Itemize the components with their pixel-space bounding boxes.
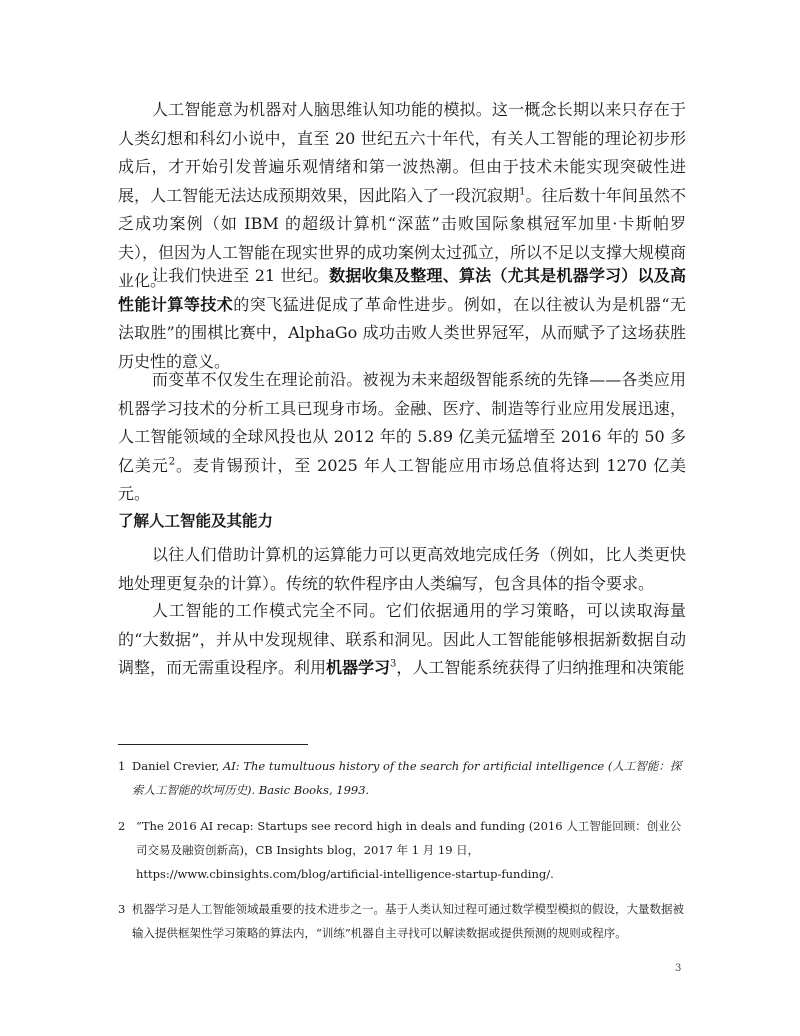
- paragraph-text-tail: ，人工智能系统获得了归纳推理和决策能: [396, 658, 685, 677]
- paragraph-text: 人工智能意为机器对人脑思维认知功能的模拟。这一概念长期以来只存在于人类幻想和科幻小说中，直至 20 世纪五六十年代，有关人工智能的理论初步形成后，才开始引发普遍乐观情绪和第一波热潮。但由于技术未能实现突破性进展，人工智能无法达成预期效果，因此陷入了一段沉寂期: [118, 100, 686, 205]
- bold-technologies: 数据收集及整理、算法（尤其是机器学习）以及高性能计算等技术: [118, 266, 686, 314]
- footnote-number: 2: [118, 819, 126, 833]
- paragraph-text-tail: 。麦肯锡预计，至 2025 年人工智能应用市场总值将达到 1270 亿美元。: [118, 455, 686, 503]
- footnote-ref-3[interactable]: 3: [390, 658, 397, 670]
- footnote-body: “The 2016 AI recap: Startups see record high in deals and funding (2016 人工智能回顾：创业公司交易及融资创新高)，CB Insights blog，2017 年 1 月 19 日， https://www.cbinsights.com/blog/artificial-intelligence-startup-funding/.: [136, 819, 682, 881]
- paragraph-text: 让我们快进至 21 世纪。: [152, 266, 330, 285]
- footnote-divider: [118, 744, 308, 745]
- paragraph-text: 人工智能的工作模式完全不同。它们依据通用的学习策略，可以读取海量的“大数据”，并从中发现规律、联系和洞见。因此人工智能能够根据新数据自动调整，而无需重设程序。利用: [118, 601, 686, 677]
- footnote-body: [118, 754, 686, 802]
- footnote-3: [118, 897, 686, 945]
- footnote-1: [118, 754, 686, 802]
- footnote-book-title: AI: The tumultuous history of the search for artificial intelligence (人工智能：探索人工智能的坎坷历史). Basic Books, 1993.: [132, 759, 682, 797]
- footnote-number: 3: [118, 902, 126, 916]
- footnote-2: [118, 814, 686, 886]
- footnote-ref-1[interactable]: 1: [519, 186, 526, 198]
- bold-machine-learning: 机器学习: [326, 658, 391, 677]
- paragraph-text-tail: 。往后数十年间虽然不乏成功案例（如 IBM 的超级计算机“深蓝”击败国际象棋冠军加里·卡斯帕罗夫），但因为人工智能在现实世界的成功案例太过孤立，所以不足以支撑大规模商业化。: [118, 185, 687, 290]
- paragraph-traditional-computing: [118, 541, 686, 598]
- footnote-ref-2[interactable]: 2: [168, 456, 176, 468]
- page-number: 3: [675, 963, 682, 974]
- paragraph-text: 而变革不仅发生在理论前沿。被视为未来超级智能系统的先锋——各类应用机器学习技术的分析工具已现身市场。金融、医疗、制造等行业应用发展迅速，人工智能领域的全球风投也从 2012 年的 5.89 亿美元猛增至 2016 年的 50 多亿美元: [118, 370, 686, 475]
- paragraph-text-tail: 的突飞猛进促成了革命性进步。例如，在以往被认为是机器“无法取胜”的围棋比赛中，AlphaGo 成功击败人类世界冠军，从而赋予了这场获胜历史性的意义。: [118, 294, 686, 371]
- paragraph-21st-century: [118, 262, 686, 376]
- footnote-body: 机器学习是人工智能领域最重要的技术进步之一。基于人类认知过程可通过数学模型模拟的假设，大量数据被输入提供框架性学习策略的算法内，“训练”机器自主寻找可以解读数据或提供预测的规则或程序。: [132, 902, 684, 940]
- paragraph-market-change: [118, 366, 686, 509]
- section-heading: 了解人工智能及其能力: [118, 511, 274, 530]
- paragraph-text: 以往人们借助计算机的运算能力可以更高效地完成任务（例如，比人类更快地处理更复杂的计算）。传统的软件程序由人类编写，包含具体的指令要求。: [118, 545, 686, 593]
- footnote-number: 1: [118, 759, 126, 773]
- footnote-author: Daniel Crevier,: [132, 759, 220, 773]
- paragraph-ai-work-mode: [118, 597, 686, 683]
